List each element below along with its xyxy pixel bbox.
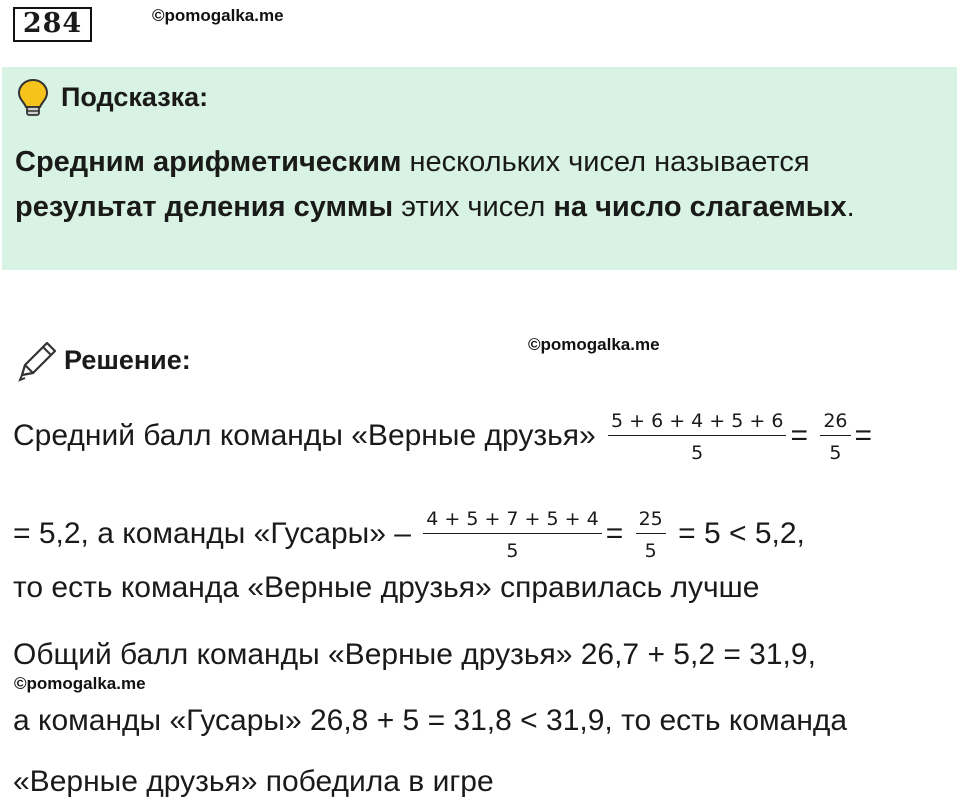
equals-sign: = [854, 418, 873, 452]
fraction-denominator: 5 [644, 540, 657, 562]
watermark-middle: ©pomogalka.me [528, 335, 660, 354]
comparison-text: = 5 < 5,2, [678, 516, 805, 550]
task-number: 284 [13, 7, 92, 42]
hint-term: Средним арифметическим [15, 146, 402, 178]
hint-bold-sum: результат деления суммы [15, 191, 394, 223]
fraction-denominator: 5 [506, 540, 519, 562]
lightbulb-icon [16, 78, 50, 118]
hint-line-1 [15, 146, 810, 179]
solution-line-6: «Верные друзья» победила в игре [13, 765, 494, 798]
solution-line-2 [13, 508, 805, 562]
fraction-denominator: 5 [691, 442, 704, 464]
solution-line-5: а команды «Гусары» 26,8 + 5 = 31,8 < 31,9, то есть команда [13, 704, 848, 737]
line-text: = 5,2, а команды «Гусары» – [13, 516, 411, 550]
fraction-numerator: 26 [820, 410, 850, 436]
pencil-icon [16, 340, 58, 382]
hint-text: этих чисел [393, 191, 554, 223]
fraction-result-hussars [636, 508, 666, 562]
hint-line-2 [15, 191, 855, 224]
solution-line-1 [13, 410, 872, 464]
fraction-numerator: 4 + 5 + 7 + 5 + 4 [423, 508, 601, 534]
equals-sign: = [605, 516, 624, 550]
fraction-result-friends [820, 410, 850, 464]
solution-title: Решение: [64, 345, 191, 375]
hint-title: Подсказка: [61, 82, 209, 112]
hint-text: . [846, 191, 855, 223]
fraction-numerator: 25 [636, 508, 666, 534]
fraction-denominator: 5 [829, 442, 842, 464]
watermark-top: ©pomogalka.me [152, 6, 284, 25]
solution-line-4: Общий балл команды «Верные друзья» 26,7 + 5,2 = 31,9, [13, 638, 816, 671]
solution-line-3: то есть команда «Верные друзья» справилась лучше [13, 571, 760, 604]
fraction-numerator: 5 + 6 + 4 + 5 + 6 [608, 410, 786, 436]
equals-sign: = [790, 418, 808, 452]
hint-text: нескольких чисел называется [401, 146, 810, 178]
fraction-sum-hussars [423, 508, 601, 562]
hint-bold-count: на число слагаемых [553, 191, 847, 223]
line-text: Средний балл команды «Верные друзья» [13, 418, 596, 452]
fraction-sum-friends [608, 410, 786, 464]
watermark-bottom: ©pomogalka.me [14, 674, 146, 693]
